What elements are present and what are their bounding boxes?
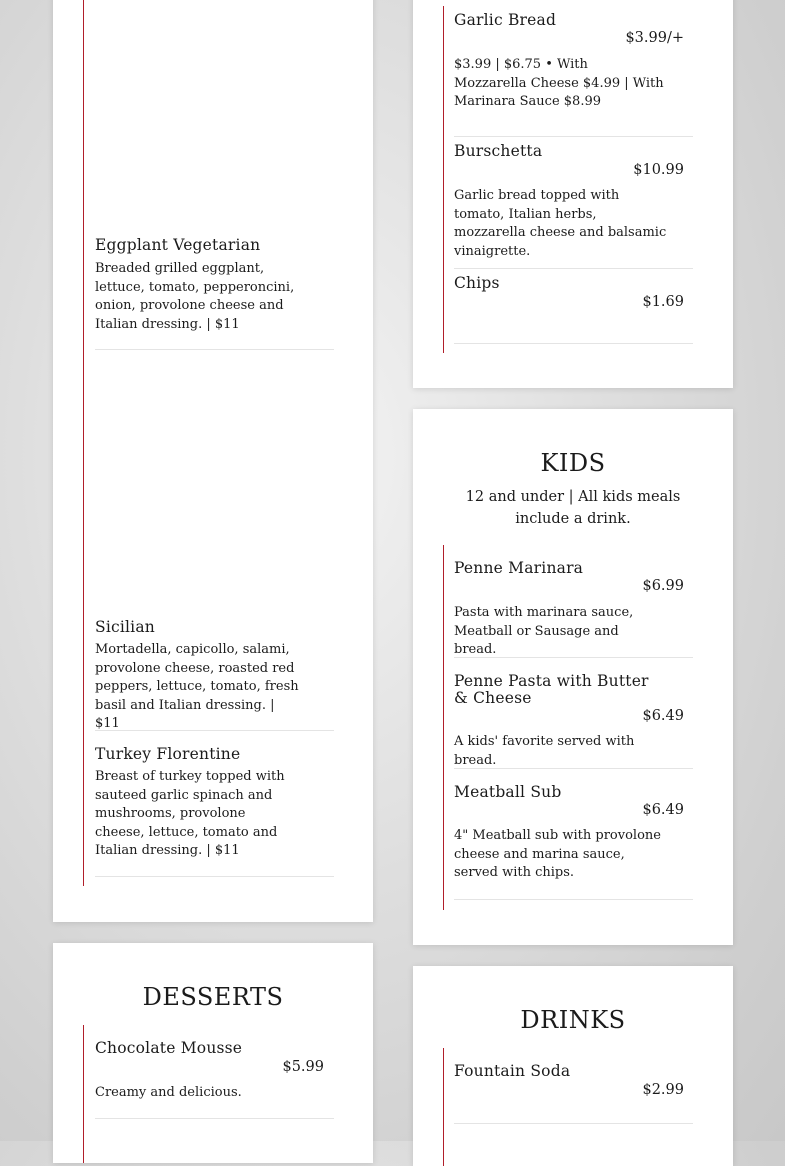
item-name: Penne Marinara xyxy=(454,559,584,577)
item-price: $5.99 xyxy=(282,1059,324,1075)
list-item xyxy=(454,268,693,344)
item-description: Mortadella, capicollo, salami, provolone cheese, roasted red peppers, lettuce, tomato, fresh basil and Italian dressing. | $11 xyxy=(95,642,299,731)
sides-card xyxy=(413,0,733,388)
drinks-card xyxy=(413,966,733,1166)
item-price: $6.99 xyxy=(642,578,684,594)
item-price: $2.99 xyxy=(642,1082,684,1098)
item-description: Breaded grilled eggplant, lettuce, tomato, pepperoncini, onion, provolone cheese and Italian dressing. | $11 xyxy=(95,261,295,332)
item-description: Breast of turkey topped with sauteed garlic spinach and mushrooms, provolone cheese, lettuce, tomato and Italian dressing. | $11 xyxy=(95,769,285,858)
item-description: A kids' favorite served with bread. xyxy=(454,734,635,768)
item-name: Eggplant Vegetarian xyxy=(95,236,261,254)
list-item xyxy=(454,1048,693,1124)
item-name: Burschetta xyxy=(454,142,543,160)
item-price: $6.49 xyxy=(642,708,684,724)
item-description: 4" Meatball sub with provolone cheese and marina sauce, served with chips. xyxy=(454,828,661,880)
list-item xyxy=(95,1025,334,1119)
list-item xyxy=(454,6,693,137)
item-name: Penne Pasta with Butter & Cheese xyxy=(454,672,649,707)
item-description: Creamy and delicious. xyxy=(95,1085,242,1100)
item-name: Chocolate Mousse xyxy=(95,1039,243,1057)
item-name: Garlic Bread xyxy=(454,11,557,29)
list-item xyxy=(95,349,334,731)
section-title: DESSERTS xyxy=(142,983,284,1011)
kids-card xyxy=(413,409,733,945)
section-title: KIDS xyxy=(540,449,606,477)
desserts-card xyxy=(53,943,373,1163)
sandwich-list xyxy=(83,0,334,886)
list-item xyxy=(454,136,693,269)
list-item xyxy=(95,0,334,350)
item-price: $10.99 xyxy=(633,162,684,178)
item-name: Meatball Sub xyxy=(454,783,562,801)
item-price: $1.69 xyxy=(642,294,684,310)
drinks-list xyxy=(443,1048,694,1166)
item-name: Fountain Soda xyxy=(454,1062,571,1080)
item-name: Chips xyxy=(454,274,500,292)
list-item xyxy=(95,730,334,877)
section-subtitle: 12 and under | All kids meals include a drink. xyxy=(465,489,681,527)
list-item xyxy=(454,545,693,658)
list-item xyxy=(454,657,693,769)
sandwiches-card xyxy=(53,0,373,922)
kids-list xyxy=(443,545,694,910)
list-item xyxy=(454,768,693,900)
item-price: $3.99/+ xyxy=(625,30,684,46)
item-description: Pasta with marinara sauce, Meatball or Sausage and bread. xyxy=(454,605,634,657)
item-name: Sicilian xyxy=(95,618,155,636)
item-name: Turkey Florentine xyxy=(95,745,241,763)
section-title: DRINKS xyxy=(520,1006,626,1034)
item-description: $3.99 | $6.75 • With Mozzarella Cheese $4.99 | With Marinara Sauce $8.99 xyxy=(454,57,664,109)
desserts-list xyxy=(83,1025,334,1163)
sides-list xyxy=(443,6,694,353)
item-price: $6.49 xyxy=(642,802,684,818)
item-description: Garlic bread topped with tomato, Italian herbs, mozzarella cheese and balsamic vinaigrette. xyxy=(454,188,667,259)
